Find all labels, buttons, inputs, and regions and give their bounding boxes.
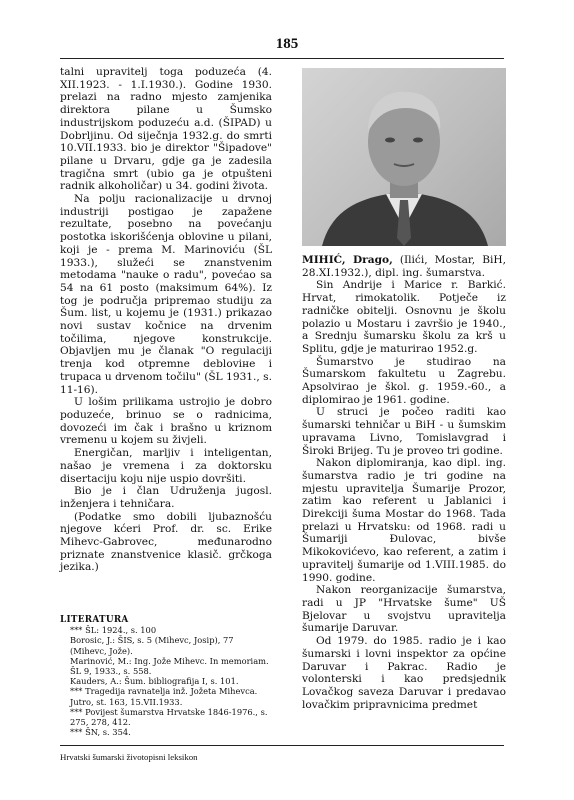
portrait-photo bbox=[302, 68, 506, 246]
paragraph: Na polju racionalizacije u drvnoj industriji postigao je zapažene rezultate, posebno na povećanju postotka iskorišćenja oblovine u pilani, koji je - prema M. Marinoviću (ŠL 1933.), služeći se znanstvenim metodama "nauke o radu", povećao sa 54 na 61 posto (maksimum 64%). Iz tog je područja pripremao studiju za Šum. list, u kojemu je (1931.) prikazao novi sustav kočnice na drvenim točilima, njegove konstrukcije. Objavljen mu je članak "O regulaciji trenja kod otpremne debloviне i trupaca u drvenom točilu" (ŠL 1931., s. 11-16). bbox=[60, 193, 272, 396]
bottom-rule bbox=[60, 745, 504, 746]
literature-item: Kauders, A.: Šum. bibliografija I, s. 101. bbox=[70, 676, 239, 687]
literature-heading: LITERATURA bbox=[60, 615, 129, 625]
entry-name: MIHIĆ, Drago, bbox=[302, 254, 393, 266]
paragraph: U struci je počeo raditi kao šumarski tehničar u BiH - u šumskim upravama Livno, Tomislavgrad i Široki Brijeg. Tu je proveo tri godine. bbox=[302, 406, 506, 457]
entry-details: (Ilići, Mostar, BiH, 28.XI.1932.), dipl. ing. šumarstva. bbox=[302, 254, 507, 279]
literature-item: Marinović, M.: Ing. Jože Mihevc. In memoriam. ŠL 9, 1933., s. 558. bbox=[70, 655, 269, 677]
literature-item: *** ŠN, s. 354. bbox=[70, 727, 131, 738]
paragraph: U lošim prilikama ustrojio je dobro poduzeće, brinuo se o radnicima, dovozeći im čak i brašno u kriznom vremenu u kojem su živjeli. bbox=[60, 396, 272, 447]
paragraph: Nakon reorganizacije šumarstva, radi u JP "Hrvatske šume" UŠ Bjelovar u svojstvu upravitelja šumarije Daruvar. bbox=[302, 584, 506, 635]
portrait-silhouette-icon bbox=[302, 68, 506, 246]
literature-item: Borosic, J.: ŠIS, s. 5 (Mihevc, Josip), 77 (Mihevc, Jože). bbox=[70, 635, 234, 656]
paragraph: Od 1979. do 1985. radio je i kao šumarski i lovni inspektor za općine Daruvar i Pakrac. Radio je volonterski i kao predsjednik Lovačkog saveza Daruvar i predavao lovačkim pripravnicima predmet bbox=[302, 635, 506, 711]
paragraph: talni upravitelj toga poduzeća (4. XII.1923. - 1.I.1930.). Godine 1930. prelazi na radno mjesto zamjenika direktora pilane u Šumsko industrijskom poduzeću a.d. (ŠIPAD) u Dobrljinu. Od siječnja 1932.g. do smrti 10.VII.1933. bio je direktor "Šipadove" pilane u Drvaru, gdje ga je zadesila tragična smrt (ubio ga je otpušteni radnik alkoholičar) u 34. godini života. bbox=[60, 66, 272, 193]
paragraph: Bio je i član Udruženja jugosl. inženjera i tehničara. bbox=[60, 485, 272, 510]
literature-item: *** Povijest šumarstva Hrvatske 1846-1976., s. 275, 278, 412. bbox=[70, 706, 268, 728]
paragraph: Energičan, marljiv i inteligentan, našao je vremena i za doktorsku disertaciju koju nije uspio dovršiti. bbox=[60, 447, 272, 485]
page-footer: Hrvatski šumarski životopisni leksikon bbox=[60, 752, 198, 762]
left-column bbox=[60, 66, 272, 574]
literature-section bbox=[60, 615, 272, 737]
paragraph: Šumarstvo je studirao na Šumarskom fakultetu u Zagrebu. Apsolvirao je škol. g. 1959.-60., a diplomirao je 1961. godine. bbox=[302, 355, 506, 406]
literature-item: *** ŠL: 1924., s. 100 bbox=[70, 625, 157, 636]
paragraph: Nakon diplomiranja, kao dipl. ing. šumarstva radio je tri godine na mjestu upravitelja Šumarije Prozor, zatim kao referent u Jablanici i Direkciji šuma Mostar do 1968. Tada prelazi u Hrvatsku: od 1968. radi u Šumariji Đulovac, bivše Mikokovićevo, kao referent, a zatim i upravitelj šumarije od 1.VIII.1985. do 1990. godine. bbox=[302, 457, 506, 584]
literature-item: *** Tragedija ravnatelja inž. Jožeta Mihevca. Jutro, st. 163, 15.VII.1933. bbox=[70, 686, 258, 707]
paragraph: (Podatke smo dobili ljubaznošću njegove kćeri Prof. dr. sc. Erike Mihevc-Gabrovec, međunarodno priznate znanstvenice klasič. grčkoga jezika.) bbox=[60, 510, 272, 574]
entry-header bbox=[302, 254, 506, 279]
page-number: 185 bbox=[275, 36, 299, 52]
paragraph: Sin Andrije i Marice r. Barkić. Hrvat, rimokatolik. Potječe iz radničke obitelji. Osnovnu je školu polazio u Mostaru i završio je 1940., a Srednju šumarsku školu za krš u Splitu, gdje je maturirao 1952.g. bbox=[302, 279, 506, 355]
right-column bbox=[302, 254, 506, 711]
top-rule bbox=[60, 58, 504, 59]
